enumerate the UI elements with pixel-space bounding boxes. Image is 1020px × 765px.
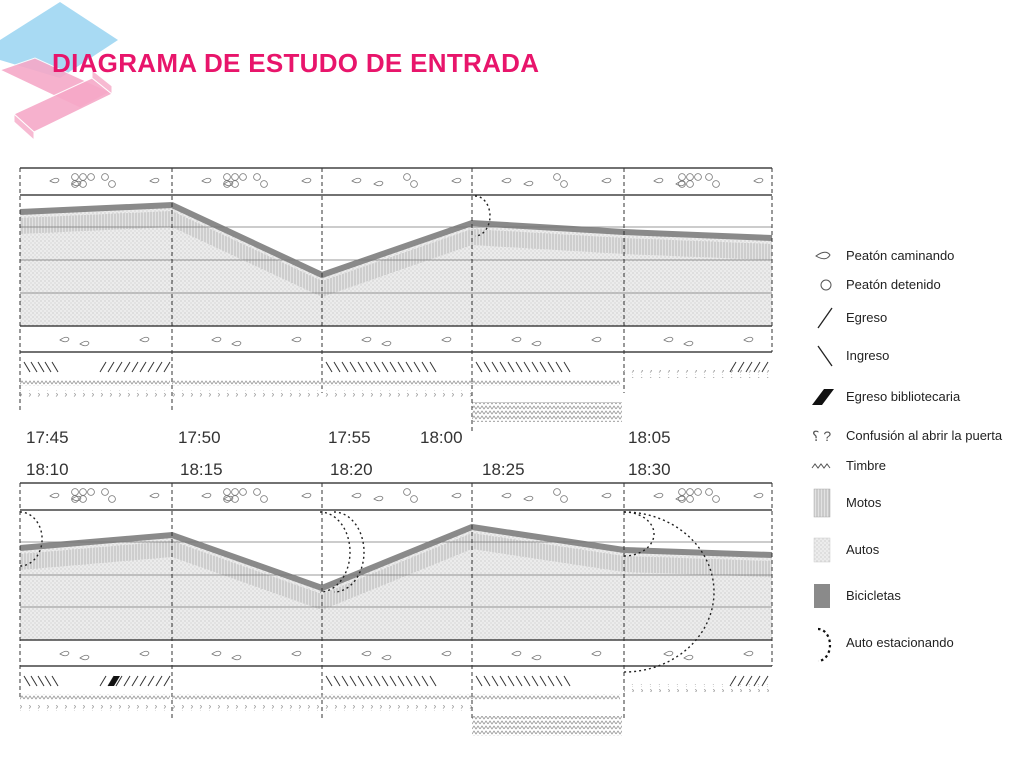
bicycles-icon bbox=[814, 584, 830, 608]
entry-icon bbox=[366, 362, 372, 372]
walking-pedestrian-icon bbox=[60, 651, 69, 656]
stopped-pedestrian-icon bbox=[713, 181, 720, 188]
motorcycles-icon bbox=[814, 489, 830, 517]
walking-pedestrian-icon bbox=[512, 337, 521, 342]
walking-pedestrian-icon bbox=[202, 493, 211, 498]
legend-label: Ingreso bbox=[846, 348, 890, 363]
stopped-pedestrian-icon bbox=[80, 174, 87, 181]
legend-label: Confusión al abrir la puerta bbox=[846, 428, 1003, 443]
time-label: 18:20 bbox=[330, 460, 373, 479]
stopped-pedestrian-icon bbox=[411, 496, 418, 503]
entry-icon bbox=[430, 362, 436, 372]
entry-icon bbox=[374, 676, 380, 686]
entry-icon bbox=[500, 676, 506, 686]
door-confusion-icon bbox=[20, 704, 170, 712]
entry-icon bbox=[326, 676, 332, 686]
entry-icon bbox=[516, 676, 522, 686]
walking-pedestrian-icon bbox=[602, 178, 611, 183]
stopped-pedestrian-icon bbox=[687, 181, 694, 188]
entry-icon bbox=[374, 362, 380, 372]
walking-pedestrian-icon bbox=[302, 493, 311, 498]
stopped-pedestrian-icon bbox=[88, 489, 95, 496]
exit-icon bbox=[156, 676, 162, 686]
entry-icon bbox=[52, 676, 58, 686]
walking-pedestrian-icon bbox=[512, 651, 521, 656]
entry-icon bbox=[532, 362, 538, 372]
bell-icon bbox=[812, 464, 830, 468]
door-confusion-icon bbox=[172, 390, 472, 398]
walking-pedestrian-icon bbox=[50, 493, 59, 498]
entry-icon bbox=[31, 362, 37, 372]
bell-icon bbox=[472, 402, 622, 422]
stopped-pedestrian-icon bbox=[821, 280, 831, 290]
walking-pedestrian-icon bbox=[352, 493, 361, 498]
stopped-pedestrian-icon bbox=[72, 489, 79, 496]
entry-icon bbox=[484, 676, 490, 686]
walking-pedestrian-icon bbox=[754, 493, 763, 498]
time-label: 17:55 bbox=[328, 428, 371, 447]
stopped-pedestrian-icon bbox=[240, 174, 247, 181]
entry-icon bbox=[334, 362, 340, 372]
stopped-pedestrian-icon bbox=[713, 496, 720, 503]
door-confusion-icon bbox=[624, 684, 772, 692]
door-confusion-icon bbox=[172, 704, 472, 712]
walking-pedestrian-icon bbox=[452, 493, 461, 498]
stopped-pedestrian-icon bbox=[404, 489, 411, 496]
entry-icon bbox=[45, 676, 51, 686]
entry-icon bbox=[52, 362, 58, 372]
stopped-pedestrian-icon bbox=[706, 489, 713, 496]
exit-icon bbox=[156, 362, 162, 372]
exit-icon bbox=[818, 308, 832, 328]
stopped-pedestrian-icon bbox=[679, 174, 686, 181]
walking-pedestrian-icon bbox=[362, 651, 371, 656]
entry-icon bbox=[430, 676, 436, 686]
stopped-pedestrian-icon bbox=[687, 174, 694, 181]
stopped-pedestrian-icon bbox=[554, 489, 561, 496]
librarian-exit-icon bbox=[108, 676, 120, 686]
bell-icon bbox=[20, 694, 170, 700]
legend-label: Auto estacionando bbox=[846, 635, 954, 650]
walking-pedestrian-icon bbox=[524, 181, 533, 186]
entry-icon bbox=[358, 362, 364, 372]
entry-icon bbox=[508, 362, 514, 372]
entry-icon bbox=[414, 676, 420, 686]
walking-pedestrian-icon bbox=[532, 655, 541, 660]
walking-pedestrian-icon bbox=[754, 178, 763, 183]
cars-area bbox=[20, 527, 772, 640]
walking-pedestrian-icon bbox=[592, 651, 601, 656]
stopped-pedestrian-icon bbox=[88, 174, 95, 181]
time-label: 18:25 bbox=[482, 460, 525, 479]
walking-pedestrian-icon bbox=[232, 655, 241, 660]
entry-icon bbox=[492, 362, 498, 372]
bell-icon bbox=[172, 694, 620, 700]
exit-icon bbox=[164, 676, 170, 686]
time-label: 17:50 bbox=[178, 428, 221, 447]
stopped-pedestrian-icon bbox=[80, 489, 87, 496]
exit-icon bbox=[108, 362, 114, 372]
walking-pedestrian-icon bbox=[744, 651, 753, 656]
walking-pedestrian-icon bbox=[352, 178, 361, 183]
stopped-pedestrian-icon bbox=[679, 489, 686, 496]
exit-icon bbox=[140, 362, 146, 372]
walking-pedestrian-icon bbox=[744, 337, 753, 342]
exit-icon bbox=[164, 362, 170, 372]
entry-icon bbox=[476, 676, 482, 686]
entry-icon bbox=[38, 676, 44, 686]
stopped-pedestrian-icon bbox=[224, 174, 231, 181]
walking-pedestrian-icon bbox=[374, 496, 383, 501]
walking-pedestrian-icon bbox=[684, 341, 693, 346]
walking-pedestrian-icon bbox=[202, 178, 211, 183]
time-label: 18:00 bbox=[420, 428, 463, 447]
walking-pedestrian-icon bbox=[654, 178, 663, 183]
walking-pedestrian-icon bbox=[302, 178, 311, 183]
walking-pedestrian-icon bbox=[664, 651, 673, 656]
legend-label: Peatón caminando bbox=[846, 248, 955, 263]
time-label: 18:05 bbox=[628, 428, 671, 447]
stopped-pedestrian-icon bbox=[224, 489, 231, 496]
entry-icon bbox=[358, 676, 364, 686]
walking-pedestrian-icon bbox=[150, 493, 159, 498]
entry-icon bbox=[564, 362, 570, 372]
entry-icon bbox=[508, 676, 514, 686]
walking-pedestrian-icon bbox=[442, 651, 451, 656]
entry-icon bbox=[500, 362, 506, 372]
walking-pedestrian-icon bbox=[382, 341, 391, 346]
stopped-pedestrian-icon bbox=[687, 489, 694, 496]
walking-pedestrian-icon bbox=[362, 337, 371, 342]
entry-icon bbox=[24, 362, 30, 372]
walking-pedestrian-icon bbox=[602, 493, 611, 498]
door-confusion-icon bbox=[624, 370, 772, 378]
stopped-pedestrian-icon bbox=[554, 174, 561, 181]
walking-pedestrian-icon bbox=[442, 337, 451, 342]
stopped-pedestrian-icon bbox=[102, 174, 109, 181]
walking-pedestrian-icon bbox=[532, 341, 541, 346]
stopped-pedestrian-icon bbox=[261, 496, 268, 503]
walking-pedestrian-icon bbox=[60, 337, 69, 342]
entry-icon bbox=[818, 346, 832, 366]
entry-icon bbox=[556, 676, 562, 686]
entry-icon bbox=[524, 362, 530, 372]
timeline-row bbox=[20, 168, 772, 433]
entry-icon bbox=[476, 362, 482, 372]
walking-pedestrian-icon bbox=[382, 655, 391, 660]
legend-label: Peatón detenido bbox=[846, 277, 941, 292]
walking-pedestrian-icon bbox=[374, 181, 383, 186]
entry-icon bbox=[382, 362, 388, 372]
stopped-pedestrian-icon bbox=[109, 181, 116, 188]
entry-icon bbox=[342, 362, 348, 372]
walking-pedestrian-icon bbox=[502, 178, 511, 183]
walking-pedestrian-icon bbox=[150, 178, 159, 183]
stopped-pedestrian-icon bbox=[232, 174, 239, 181]
walking-pedestrian-icon bbox=[452, 178, 461, 183]
time-label: 18:30 bbox=[628, 460, 671, 479]
stopped-pedestrian-icon bbox=[102, 489, 109, 496]
entry-icon bbox=[45, 362, 51, 372]
entry-icon bbox=[31, 676, 37, 686]
entry-icon bbox=[406, 362, 412, 372]
stopped-pedestrian-icon bbox=[109, 496, 116, 503]
walking-pedestrian-icon bbox=[502, 493, 511, 498]
exit-icon bbox=[148, 676, 154, 686]
walking-pedestrian-icon bbox=[592, 337, 601, 342]
entry-icon bbox=[350, 676, 356, 686]
walking-pedestrian-icon bbox=[524, 496, 533, 501]
legend-label: Egreso bibliotecaria bbox=[846, 389, 961, 404]
time-label: 17:45 bbox=[26, 428, 69, 447]
exit-icon bbox=[100, 362, 106, 372]
exit-icon bbox=[132, 362, 138, 372]
stopped-pedestrian-icon bbox=[232, 489, 239, 496]
entry-icon bbox=[524, 676, 530, 686]
legend-label: Motos bbox=[846, 495, 882, 510]
entry-icon bbox=[334, 676, 340, 686]
walking-pedestrian-icon bbox=[292, 651, 301, 656]
exit-icon bbox=[124, 362, 130, 372]
entry-icon bbox=[414, 362, 420, 372]
walking-pedestrian-icon bbox=[80, 341, 89, 346]
entry-icon bbox=[350, 362, 356, 372]
entry-icon bbox=[484, 362, 490, 372]
entry-icon bbox=[382, 676, 388, 686]
exit-icon bbox=[140, 676, 146, 686]
walking-pedestrian-icon bbox=[212, 651, 221, 656]
walking-pedestrian-icon bbox=[140, 651, 149, 656]
entry-icon bbox=[556, 362, 562, 372]
cars-icon bbox=[814, 538, 830, 562]
page-title: DIAGRAMA DE ESTUDO DE ENTRADA bbox=[52, 48, 540, 78]
exit-icon bbox=[148, 362, 154, 372]
stopped-pedestrian-icon bbox=[261, 181, 268, 188]
stopped-pedestrian-icon bbox=[254, 174, 261, 181]
entry-icon bbox=[398, 362, 404, 372]
svg-text:⸮ ?: ⸮ ? bbox=[812, 428, 832, 444]
entry-icon bbox=[548, 362, 554, 372]
stopped-pedestrian-icon bbox=[404, 174, 411, 181]
stopped-pedestrian-icon bbox=[254, 489, 261, 496]
bell-icon bbox=[20, 380, 170, 386]
legend-label: Egreso bbox=[846, 310, 888, 325]
entry-icon bbox=[516, 362, 522, 372]
time-label: 18:10 bbox=[26, 460, 69, 479]
door-confusion-icon bbox=[812, 428, 831, 444]
timeline-row bbox=[20, 483, 772, 736]
walking-pedestrian-icon bbox=[140, 337, 149, 342]
door-confusion-icon bbox=[20, 390, 170, 398]
exit-icon bbox=[124, 676, 130, 686]
walking-pedestrian-icon bbox=[292, 337, 301, 342]
entry-icon bbox=[24, 676, 30, 686]
entry-icon bbox=[540, 362, 546, 372]
bell-icon bbox=[472, 716, 622, 736]
walking-pedestrian-icon bbox=[50, 178, 59, 183]
entry-icon bbox=[390, 362, 396, 372]
stopped-pedestrian-icon bbox=[695, 174, 702, 181]
exit-icon bbox=[116, 362, 122, 372]
walking-pedestrian-icon bbox=[212, 337, 221, 342]
walking-pedestrian-icon bbox=[232, 341, 241, 346]
entry-icon bbox=[564, 676, 570, 686]
stopped-pedestrian-icon bbox=[695, 489, 702, 496]
parking-car-icon bbox=[818, 629, 830, 661]
stopped-pedestrian-icon bbox=[687, 496, 694, 503]
entry-icon bbox=[406, 676, 412, 686]
walking-pedestrian-icon bbox=[816, 252, 830, 259]
exit-icon bbox=[100, 676, 106, 686]
entry-icon bbox=[422, 676, 428, 686]
legend-label: Timbre bbox=[846, 458, 886, 473]
exit-icon bbox=[132, 676, 138, 686]
legend-label: Autos bbox=[846, 542, 880, 557]
librarian-exit-icon bbox=[812, 389, 834, 405]
entry-icon bbox=[390, 676, 396, 686]
stopped-pedestrian-icon bbox=[411, 181, 418, 188]
walking-pedestrian-icon bbox=[664, 337, 673, 342]
entry-icon bbox=[548, 676, 554, 686]
entry-icon bbox=[492, 676, 498, 686]
entry-icon bbox=[326, 362, 332, 372]
entry-icon bbox=[342, 676, 348, 686]
entry-icon bbox=[366, 676, 372, 686]
entry-icon bbox=[38, 362, 44, 372]
legend-label: Bicicletas bbox=[846, 588, 901, 603]
walking-pedestrian-icon bbox=[676, 496, 685, 501]
stopped-pedestrian-icon bbox=[72, 174, 79, 181]
bell-icon bbox=[172, 380, 620, 386]
entry-icon bbox=[422, 362, 428, 372]
entry-icon bbox=[532, 676, 538, 686]
walking-pedestrian-icon bbox=[684, 655, 693, 660]
walking-pedestrian-icon bbox=[80, 655, 89, 660]
stopped-pedestrian-icon bbox=[240, 489, 247, 496]
entry-icon bbox=[540, 676, 546, 686]
walking-pedestrian-icon bbox=[676, 181, 685, 186]
stopped-pedestrian-icon bbox=[561, 181, 568, 188]
stopped-pedestrian-icon bbox=[706, 174, 713, 181]
entry-icon bbox=[398, 676, 404, 686]
stopped-pedestrian-icon bbox=[561, 496, 568, 503]
walking-pedestrian-icon bbox=[654, 493, 663, 498]
time-label: 18:15 bbox=[180, 460, 223, 479]
